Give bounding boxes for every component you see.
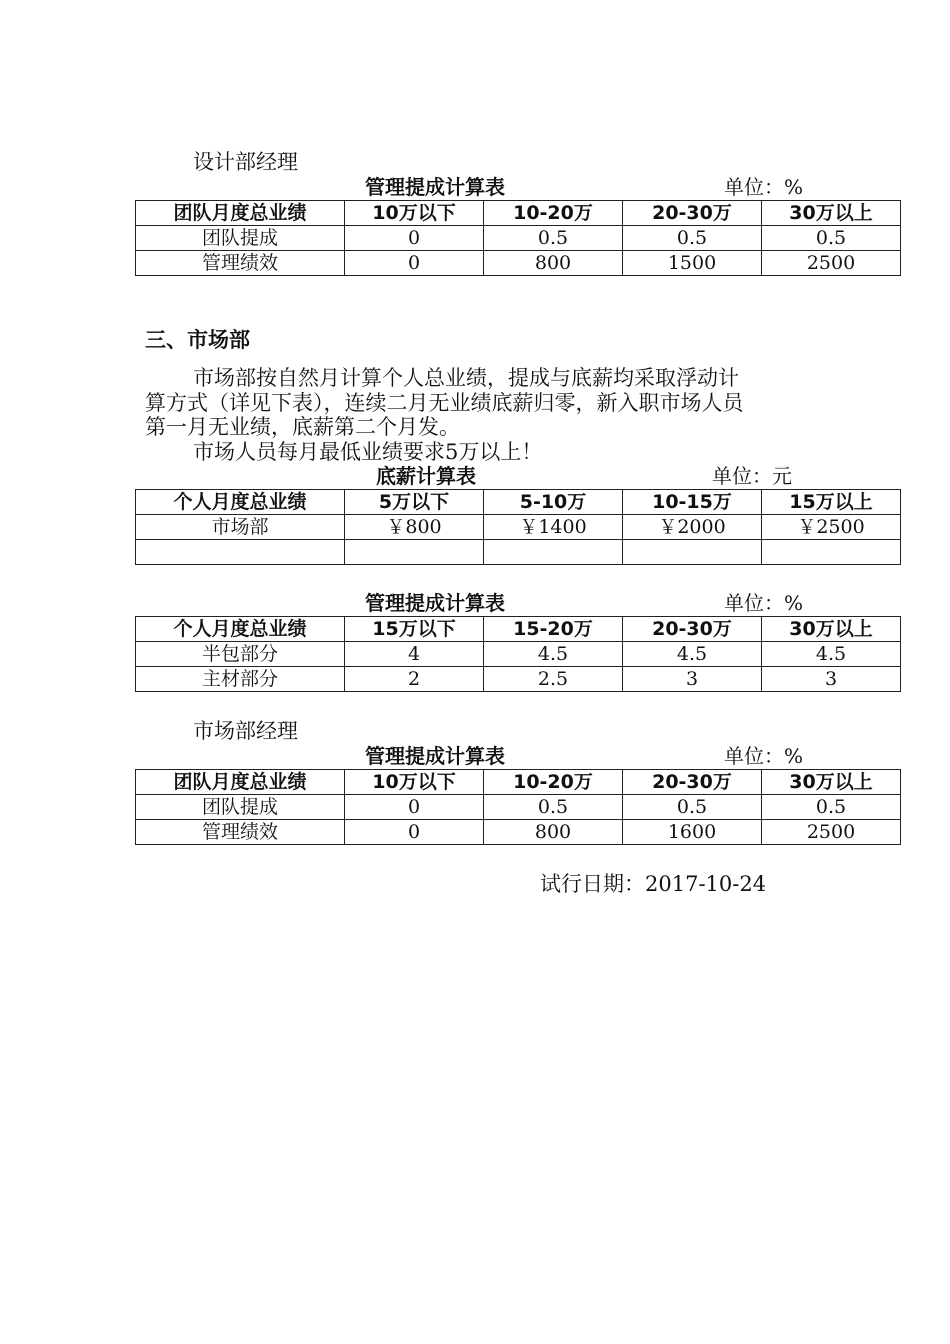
- header-cell: 10-15万: [623, 490, 762, 515]
- header-cell: 10-20万: [484, 770, 623, 795]
- table-cell: 0: [345, 251, 484, 276]
- market-para-line: 第一月无业绩，底薪第二个月发。: [145, 415, 460, 439]
- table-cell: 3: [623, 667, 762, 692]
- market-para-line: 市场部按自然月计算个人总业绩，提成与底薪均采取浮动计: [193, 366, 739, 390]
- table-cell: 4: [345, 642, 484, 667]
- table-header-row: [136, 201, 901, 226]
- table-cell: [762, 540, 901, 565]
- table-cell: 4.5: [623, 642, 762, 667]
- table-cell: [484, 540, 623, 565]
- table-row: [136, 515, 901, 540]
- table-cell: [345, 540, 484, 565]
- table-cell: 团队提成: [136, 226, 345, 251]
- table-cell: 2: [345, 667, 484, 692]
- table-cell: 2.5: [484, 667, 623, 692]
- table-cell: 1500: [623, 251, 762, 276]
- market-manager-label: 市场部经理: [193, 719, 298, 743]
- table-cell: 3: [762, 667, 901, 692]
- salary-table-unit: 单位：元: [712, 464, 792, 488]
- header-cell: 30万以上: [762, 770, 901, 795]
- commission-table-unit: 单位：%: [724, 591, 804, 615]
- commission-table: [135, 616, 901, 692]
- header-cell: 10万以下: [345, 201, 484, 226]
- table-cell: 800: [484, 820, 623, 845]
- header-cell: 15万以上: [762, 490, 901, 515]
- table-cell: 主材部分: [136, 667, 345, 692]
- table-cell: 2500: [762, 251, 901, 276]
- table-cell: 800: [484, 251, 623, 276]
- header-cell: 30万以上: [762, 617, 901, 642]
- table-cell: 0.5: [484, 226, 623, 251]
- header-cell: 个人月度总业绩: [136, 490, 345, 515]
- table-cell: 2500: [762, 820, 901, 845]
- market-manager-table-title: 管理提成计算表: [365, 744, 505, 768]
- design-manager-label: 设计部经理: [193, 150, 298, 174]
- table-cell: ￥2500: [762, 515, 901, 540]
- design-manager-unit: 单位：%: [724, 175, 804, 199]
- table-cell: ￥1400: [484, 515, 623, 540]
- trial-date: 试行日期：2017-10-24: [540, 872, 767, 896]
- header-cell: 20-30万: [623, 617, 762, 642]
- table-row: [136, 820, 901, 845]
- header-cell: 15-20万: [484, 617, 623, 642]
- table-cell: [623, 540, 762, 565]
- table-cell: [136, 540, 345, 565]
- header-cell: 5万以下: [345, 490, 484, 515]
- table-cell: 管理绩效: [136, 251, 345, 276]
- market-para-line: 算方式（详见下表），连续二月无业绩底薪归零，新入职市场人员: [145, 391, 744, 415]
- table-row: [136, 540, 901, 565]
- salary-table: [135, 489, 901, 565]
- market-manager-unit: 单位：%: [724, 744, 804, 768]
- market-manager-table: [135, 769, 901, 845]
- table-cell: 0: [345, 820, 484, 845]
- header-cell: 10-20万: [484, 201, 623, 226]
- table-cell: 管理绩效: [136, 820, 345, 845]
- design-manager-table-title: 管理提成计算表: [365, 175, 505, 199]
- table-cell: 市场部: [136, 515, 345, 540]
- header-cell: 20-30万: [623, 201, 762, 226]
- table-cell: 4.5: [484, 642, 623, 667]
- table-cell: 半包部分: [136, 642, 345, 667]
- market-para-line: 市场人员每月最低业绩要求5万以上！: [193, 440, 543, 464]
- header-cell: 团队月度总业绩: [136, 770, 345, 795]
- table-cell: 0: [345, 795, 484, 820]
- header-cell: 5-10万: [484, 490, 623, 515]
- header-cell: 20-30万: [623, 770, 762, 795]
- table-cell: 0: [345, 226, 484, 251]
- salary-table-title: 底薪计算表: [376, 464, 476, 488]
- table-cell: 4.5: [762, 642, 901, 667]
- table-cell: 0.5: [484, 795, 623, 820]
- market-heading: 三、市场部: [145, 328, 250, 352]
- table-row: [136, 251, 901, 276]
- table-cell: 0.5: [623, 795, 762, 820]
- header-cell: 团队月度总业绩: [136, 201, 345, 226]
- header-cell: 10万以下: [345, 770, 484, 795]
- table-row: [136, 667, 901, 692]
- table-row: [136, 226, 901, 251]
- table-header-row: [136, 617, 901, 642]
- table-row: [136, 795, 901, 820]
- commission-table-title: 管理提成计算表: [365, 591, 505, 615]
- table-header-row: [136, 490, 901, 515]
- header-cell: 30万以上: [762, 201, 901, 226]
- table-cell: 1600: [623, 820, 762, 845]
- header-cell: 个人月度总业绩: [136, 617, 345, 642]
- table-cell: 0.5: [762, 795, 901, 820]
- table-cell: ￥2000: [623, 515, 762, 540]
- design-manager-table: [135, 200, 901, 276]
- table-row: [136, 642, 901, 667]
- table-cell: ￥800: [345, 515, 484, 540]
- table-cell: 团队提成: [136, 795, 345, 820]
- table-cell: 0.5: [623, 226, 762, 251]
- table-header-row: [136, 770, 901, 795]
- table-cell: 0.5: [762, 226, 901, 251]
- header-cell: 15万以下: [345, 617, 484, 642]
